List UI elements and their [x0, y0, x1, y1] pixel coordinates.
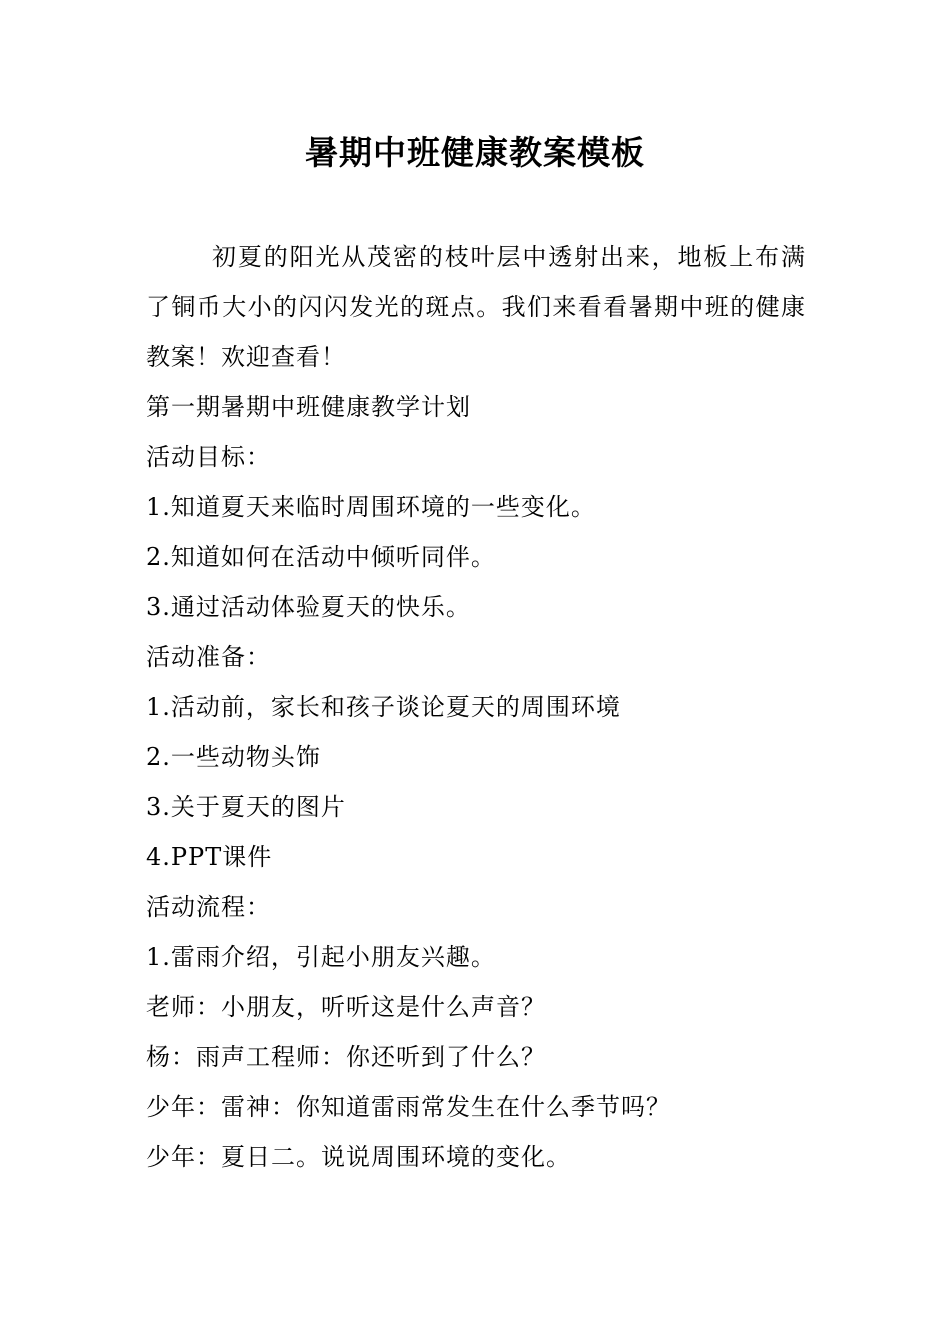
dialogue-line: 老师：小朋友，听听这是什么声音？	[146, 993, 546, 1021]
preparation-item: 2.一些动物头饰	[146, 743, 321, 771]
preparation-item: 3.关于夏天的图片	[146, 793, 346, 821]
section-heading-preparation: 活动准备：	[146, 643, 271, 671]
document-body	[146, 232, 806, 1182]
section-heading-plan: 第一期暑期中班健康教学计划	[146, 393, 471, 421]
section-heading-goals: 活动目标：	[146, 443, 271, 471]
process-step: 1.雷雨介绍，引起小朋友兴趣。	[146, 943, 496, 971]
dialogue-line: 少年：夏日二。说说周围环境的变化。	[146, 1143, 571, 1171]
intro-paragraph: 初夏的阳光从茂密的枝叶层中透射出来，地板上布满了铜币大小的闪闪发光的斑点。我们来看看暑期中班的健康教案！欢迎查看！	[146, 243, 806, 371]
goal-item: 2.知道如何在活动中倾听同伴。	[146, 543, 496, 571]
goal-item: 3.通过活动体验夏天的快乐。	[146, 593, 471, 621]
document-title: 暑期中班健康教案模板	[305, 133, 645, 172]
section-heading-process: 活动流程：	[146, 893, 271, 921]
dialogue-line: 杨：雨声工程师：你还听到了什么？	[146, 1043, 546, 1071]
dialogue-line: 少年：雷神：你知道雷雨常发生在什么季节吗？	[146, 1093, 671, 1121]
goal-item: 1.知道夏天来临时周围环境的一些变化。	[146, 493, 596, 521]
preparation-item: 4.PPT课件	[146, 843, 273, 871]
preparation-item: 1.活动前，家长和孩子谈论夏天的周围环境	[146, 693, 621, 721]
